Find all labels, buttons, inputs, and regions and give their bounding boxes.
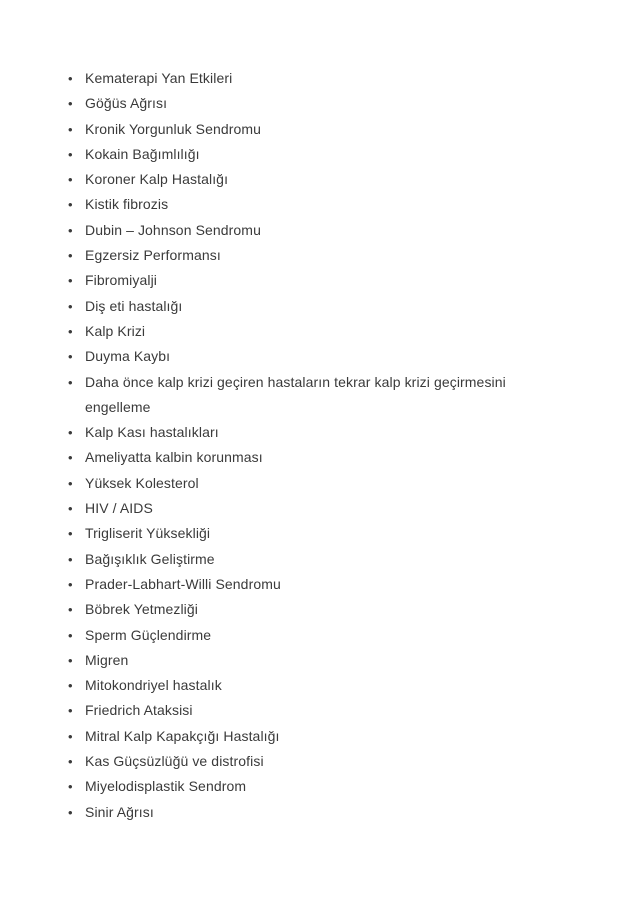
list-item: • Kalp Krizi — [68, 319, 568, 344]
list-item: • Kalp Kası hastalıkları — [68, 420, 568, 445]
list-item: • Böbrek Yetmezliği — [68, 597, 568, 622]
list-item: • Prader-Labhart-Willi Sendromu — [68, 572, 568, 597]
list-item: • Egzersiz Performansı — [68, 243, 568, 268]
list-item: • Yüksek Kolesterol — [68, 471, 568, 496]
list-item: • Daha önce kalp krizi geçiren hastaların tekrar kalp krizi geçirmesini engelleme — [68, 370, 568, 421]
list-item: • Ameliyatta kalbin korunması — [68, 445, 568, 470]
list-item: • Trigliserit Yüksekliği — [68, 521, 568, 546]
list-item: • Bağışıklık Geliştirme — [68, 547, 568, 572]
list-item: • Diş eti hastalığı — [68, 294, 568, 319]
list-item: • Dubin – Johnson Sendromu — [68, 218, 568, 243]
list-item: • Mitokondriyel hastalık — [68, 673, 568, 698]
list-item: • Duyma Kaybı — [68, 344, 568, 369]
condition-list — [68, 66, 568, 825]
list-item: • Friedrich Ataksisi — [68, 698, 568, 723]
list-item: • Kas Güçsüzlüğü ve distrofisi — [68, 749, 568, 774]
list-item: • Migren — [68, 648, 568, 673]
list-item: • Sperm Güçlendirme — [68, 623, 568, 648]
list-item: • Kokain Bağımlılığı — [68, 142, 568, 167]
list-item: • Kematerapi Yan Etkileri — [68, 66, 568, 91]
list-item: • Kronik Yorgunluk Sendromu — [68, 117, 568, 142]
list-item: • Miyelodisplastik Sendrom — [68, 774, 568, 799]
list-item: • Göğüs Ağrısı — [68, 91, 568, 116]
list-item: • Mitral Kalp Kapakçığı Hastalığı — [68, 724, 568, 749]
list-item: • Koroner Kalp Hastalığı — [68, 167, 568, 192]
list-item: • Fibromiyalji — [68, 268, 568, 293]
list-item: • Sinir Ağrısı — [68, 800, 568, 825]
list-item: • HIV / AIDS — [68, 496, 568, 521]
list-item: • Kistik fibrozis — [68, 192, 568, 217]
